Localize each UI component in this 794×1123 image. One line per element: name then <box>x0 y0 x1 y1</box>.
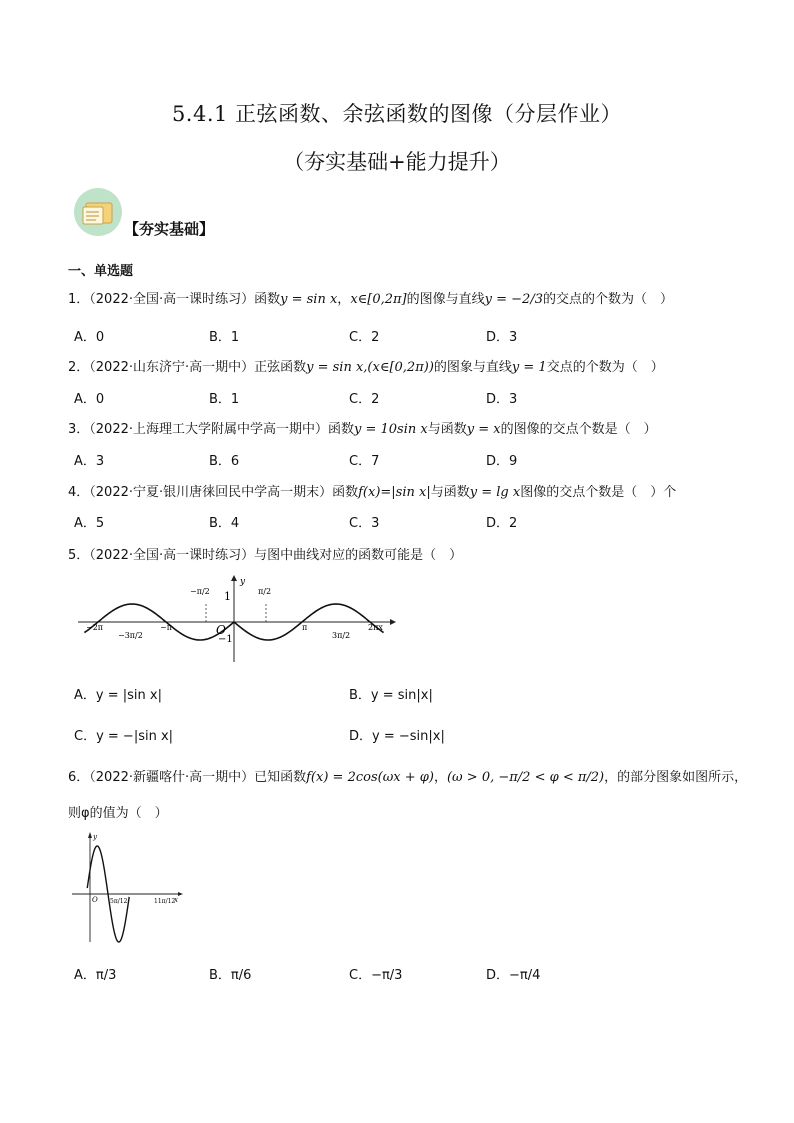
tick-2pi: 2πx <box>368 623 383 632</box>
option-c[interactable]: C．7 <box>349 454 380 469</box>
option-b[interactable]: B．π/6 <box>209 968 252 983</box>
option-c[interactable]: C．−π/3 <box>349 968 403 983</box>
math-expr: y = 10sin x <box>354 422 428 437</box>
tick-neg2pi: −2π <box>86 623 104 632</box>
question-text: ， <box>337 292 351 307</box>
question-6-line2: 则φ的值为（ ） <box>68 806 168 821</box>
question-3 <box>68 418 657 437</box>
option-c[interactable]: C．y = −|sin x| <box>74 729 174 744</box>
tick-pi: π <box>302 623 308 632</box>
tick-11pi12: 11π/12 <box>154 898 176 905</box>
tick-neg3pi2: −3π/2 <box>118 631 143 640</box>
tick-negpi: −π <box>160 623 172 632</box>
option-c[interactable]: C．2 <box>349 330 380 345</box>
option-c[interactable]: C．3 <box>349 516 380 531</box>
option-d[interactable]: D．2 <box>486 516 518 531</box>
question-text: 4．（2022·宁夏·银川唐徕回民中学高一期末）函数 <box>68 485 359 500</box>
math-expr: f(x)=|sin x| <box>358 485 431 500</box>
cosine-graph <box>70 830 186 946</box>
question-text: 与函数 <box>427 422 467 437</box>
option-a[interactable]: A．0 <box>74 392 105 407</box>
option-d[interactable]: D．3 <box>486 392 518 407</box>
tick-3pi2: 3π/2 <box>332 631 351 640</box>
question-text: 2．（2022·山东济宁·高一期中）正弦函数 <box>68 360 307 375</box>
question-text: 图像的交点个数是（ ）个 <box>520 485 677 500</box>
y-label: y <box>240 577 246 587</box>
option-a[interactable]: A．y = |sin x| <box>74 688 162 703</box>
option-a[interactable]: A．0 <box>74 330 105 345</box>
math-expr: y = sin x,(x∈[0,2π)) <box>306 360 434 375</box>
math-expr: y = 1 <box>511 360 547 375</box>
option-d[interactable]: D．y = −sin|x| <box>349 729 445 744</box>
option-a[interactable]: A．5 <box>74 516 105 531</box>
x-axis-arrow <box>390 619 396 625</box>
question-text: ，的部分图象如图所示， <box>604 770 748 785</box>
option-c[interactable]: C．2 <box>349 392 380 407</box>
option-d[interactable]: D．−π/4 <box>486 968 541 983</box>
question-text: 的图象与直线 <box>433 360 512 375</box>
tick-1: 1 <box>224 590 231 603</box>
option-b[interactable]: B．6 <box>209 454 240 469</box>
origin-label: O <box>216 623 226 637</box>
question-5 <box>68 544 462 563</box>
x-label: x <box>174 896 178 904</box>
question-text: 与函数 <box>430 485 470 500</box>
tick-neg1: −1 <box>218 634 233 645</box>
section-label: 【夯实基础】 <box>124 220 215 238</box>
tick-pi2: π/2 <box>258 587 272 596</box>
question-text: 6．（2022·新疆喀什·高一期中）已知函数 <box>68 770 307 785</box>
math-expr: y = lg x <box>469 485 521 500</box>
question-text: 的图像的交点个数是（ ） <box>500 422 657 437</box>
origin-label: O <box>92 896 98 904</box>
y-label: y <box>93 833 97 841</box>
question-6 <box>68 766 747 785</box>
tick-5pi12: 5π/12 <box>110 898 128 905</box>
question-text: 1．（2022·全国·高一课时练习）函数 <box>68 292 281 307</box>
question-1 <box>68 288 673 307</box>
sine-abs-graph <box>78 572 398 664</box>
question-text: 交点的个数为（ ） <box>546 360 664 375</box>
math-expr: y = sin x <box>280 292 338 307</box>
y-axis-arrow <box>231 575 237 581</box>
tick-negpi2: −π/2 <box>190 587 210 596</box>
option-a[interactable]: A．3 <box>74 454 105 469</box>
page-title: 5.4.1 正弦函数、余弦函数的图像（分层作业） <box>171 102 623 126</box>
x-axis-arrow <box>178 892 183 896</box>
option-a[interactable]: A．π/3 <box>74 968 117 983</box>
question-text: 5．（2022·全国·高一课时练习）与图中曲线对应的函数可能是（ ） <box>68 548 463 563</box>
question-2 <box>68 356 664 375</box>
math-expr: (ω > 0, −π/2 < φ < π/2) <box>446 770 605 785</box>
question-text: 的图像与直线 <box>406 292 485 307</box>
option-b[interactable]: B．y = sin|x| <box>349 688 433 703</box>
y-axis-arrow <box>88 832 92 838</box>
section-subheading: 一、单选题 <box>68 264 134 279</box>
option-d[interactable]: D．9 <box>486 454 518 469</box>
question-4 <box>68 481 676 500</box>
option-b[interactable]: B．1 <box>209 392 240 407</box>
question-text: ， <box>433 770 447 785</box>
option-b[interactable]: B．4 <box>209 516 240 531</box>
question-text: 的交点的个数为（ ） <box>542 292 673 307</box>
math-expr: f(x) = 2cos(ωx + φ) <box>306 770 434 785</box>
math-expr: y = x <box>466 422 501 437</box>
page-subtitle: （夯实基础+能力提升） <box>283 150 511 174</box>
math-expr: x∈[0,2π] <box>350 292 407 307</box>
question-text: 3．（2022·上海理工大学附属中学高一期中）函数 <box>68 422 354 437</box>
math-expr: y = −2/3 <box>484 292 543 307</box>
option-b[interactable]: B．1 <box>209 330 240 345</box>
notebook-icon <box>74 188 122 236</box>
option-d[interactable]: D．3 <box>486 330 518 345</box>
